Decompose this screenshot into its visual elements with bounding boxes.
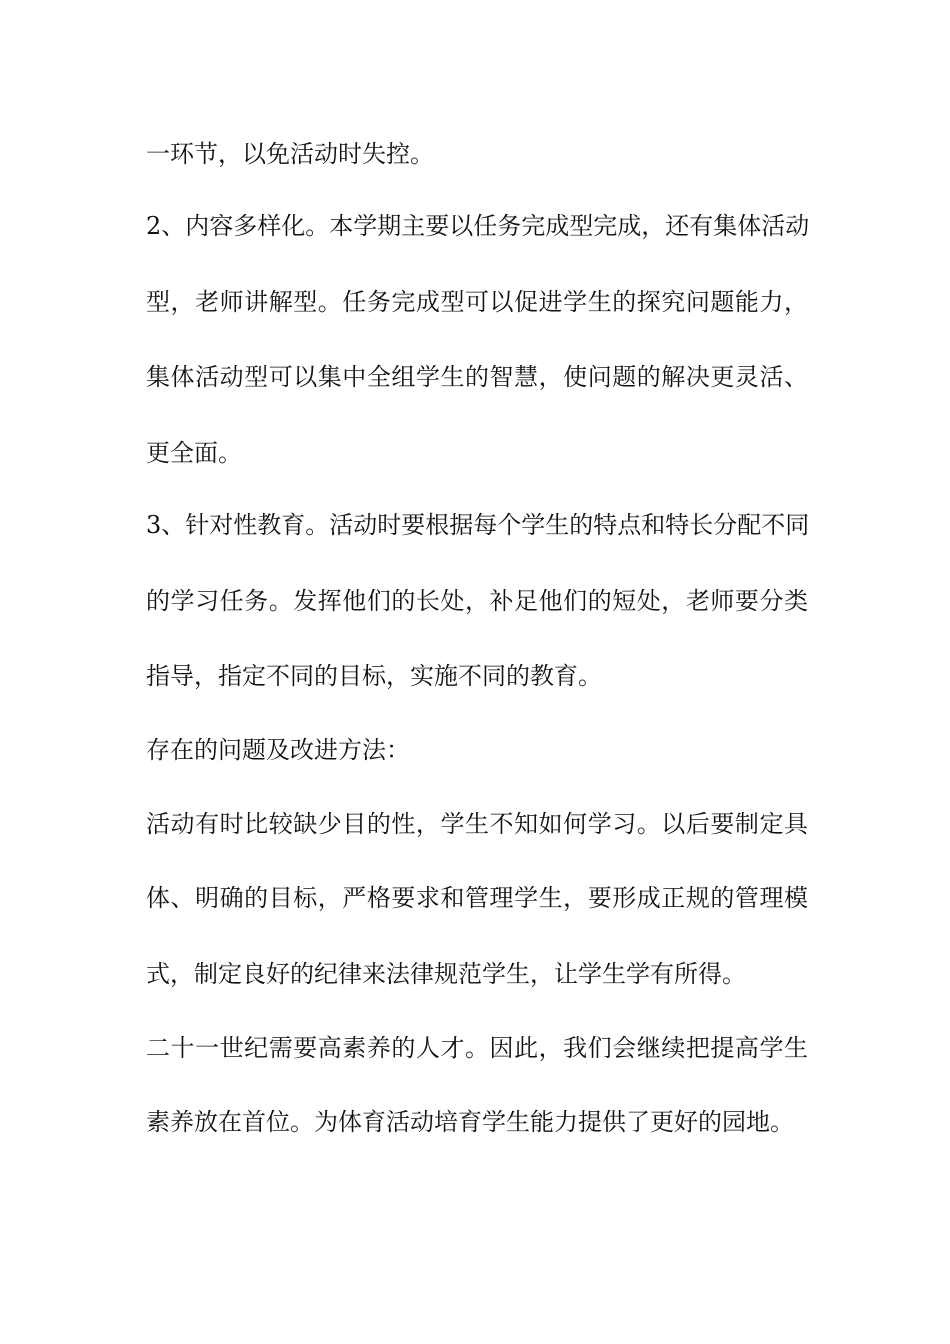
paragraph-line: 更全面。: [146, 439, 242, 467]
paragraph-line: 素养放在首位。为体育活动培育学生能力提供了更好的园地。: [146, 1108, 794, 1136]
paragraph-line: 活动有时比较缺少目的性，学生不知如何学习。以后要制定具: [146, 810, 808, 838]
paragraph-line: 一环节，以免活动时失控。: [146, 140, 434, 168]
paragraph-line: 二十一世纪需要高素养的人才。因此，我们会继续把提高学生: [146, 1034, 808, 1062]
paragraph-line: 集体活动型可以集中全组学生的智慧，使问题的解决更灵活、: [146, 363, 808, 391]
paragraph-line: 3、针对性教育。活动时要根据每个学生的特点和特长分配不同: [146, 511, 810, 539]
paragraph-line: 型，老师讲解型。任务完成型可以促进学生的探究问题能力，: [146, 288, 808, 316]
paragraph-line: 2、内容多样化。本学期主要以任务完成型完成，还有集体活动: [146, 212, 810, 240]
section-heading: 存在的问题及改进方法：: [146, 736, 410, 764]
paragraph-line: 式，制定良好的纪律来法律规范学生，让学生学有所得。: [146, 960, 746, 988]
paragraph-line: 的学习任务。发挥他们的长处，补足他们的短处，老师要分类: [146, 587, 808, 615]
paragraph-line: 体、明确的目标，严格要求和管理学生，要形成正规的管理模: [146, 884, 808, 912]
paragraph-line: 指导，指定不同的目标，实施不同的教育。: [146, 662, 602, 690]
